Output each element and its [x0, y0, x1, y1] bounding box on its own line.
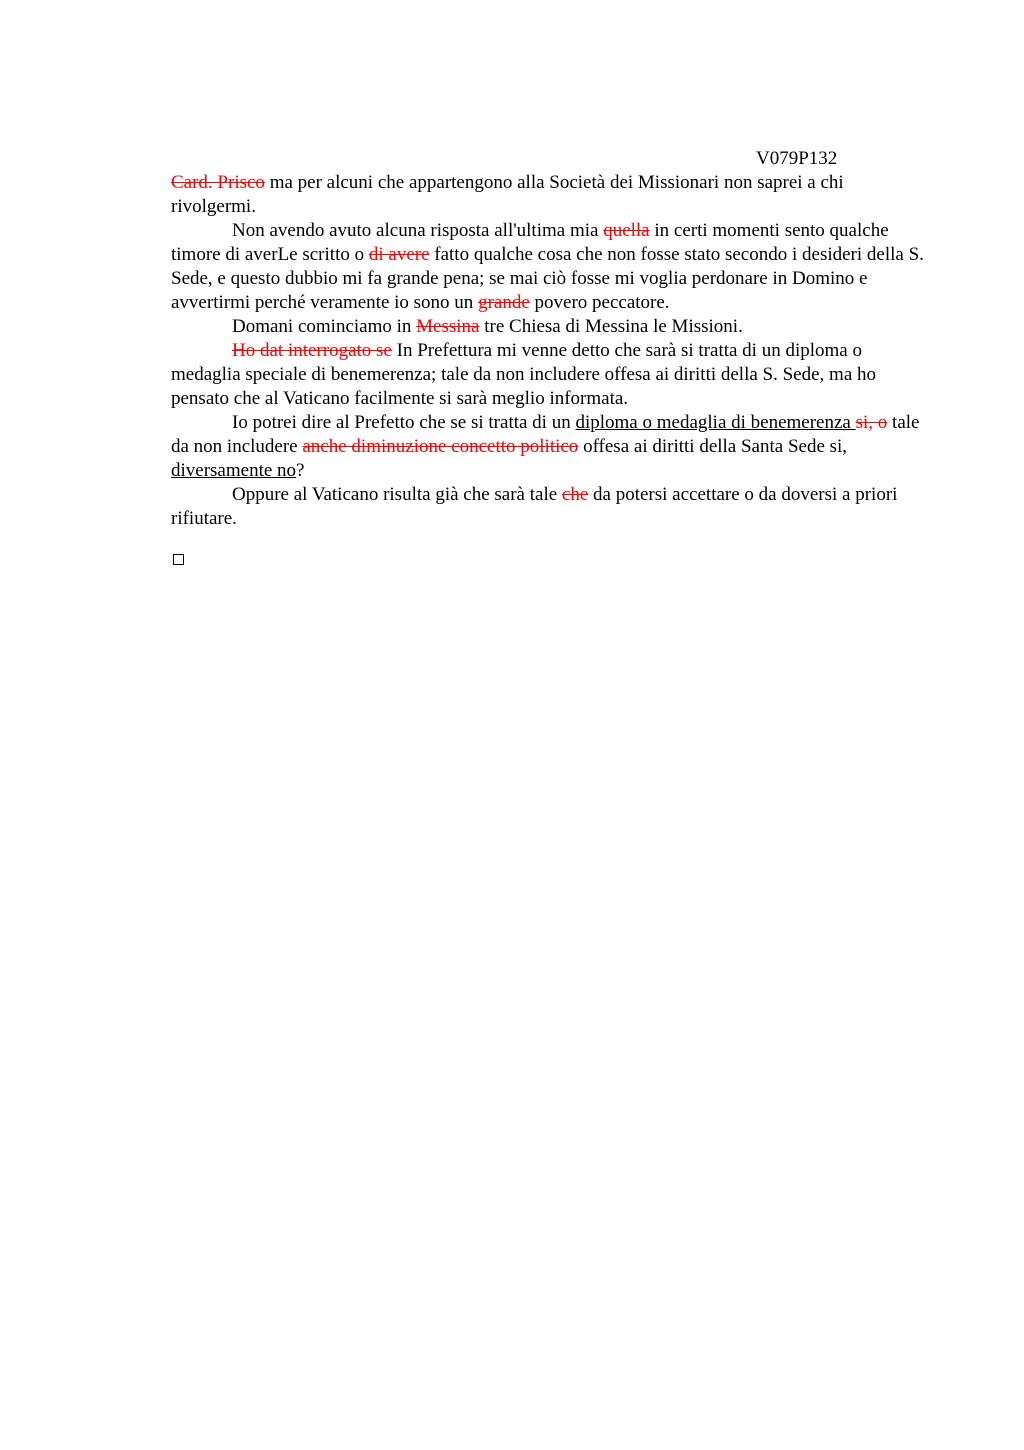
- deleted-text: che: [561, 484, 589, 505]
- deleted-text: grande: [478, 292, 530, 313]
- body-text: Io potrei dire al Prefetto che se si tratta di un: [232, 412, 576, 433]
- underlined-text: diploma o medaglia di benemerenza: [575, 412, 856, 433]
- body-text: tale da non includere: [171, 412, 920, 457]
- deleted-text: di avere: [368, 244, 430, 265]
- body-text: tre Chiesa di Messina le Missioni.: [479, 316, 743, 337]
- body-text: Non avendo avuto alcuna risposta all'ultima mia: [232, 220, 604, 241]
- paragraph-2: [171, 219, 931, 315]
- body-text: Domani cominciamo in: [232, 316, 417, 337]
- paragraph-4: [171, 339, 931, 411]
- deleted-text: Messina: [416, 316, 480, 337]
- deleted-text: quella: [603, 220, 650, 241]
- deleted-text: anche diminuzione concetto politico: [302, 436, 579, 457]
- body-text: da potersi accettare o da doversi a priori rifiutare.: [171, 484, 898, 529]
- body-text: fatto qualche cosa che non fosse stato secondo i desideri della S. Sede, e questo dubbio mi fa grande pena; se mai ciò fosse mi voglia perdonare in Domino e avvertirmi perché veramente io sono un: [171, 244, 924, 313]
- deleted-text: si, o: [855, 412, 888, 433]
- deleted-text: Ho dat interrogato se: [232, 340, 392, 361]
- paragraph-3: [171, 315, 931, 339]
- body-text: ?: [296, 460, 305, 481]
- paragraph-1: [171, 171, 931, 219]
- deleted-text: Card. Prisco: [171, 172, 265, 193]
- underlined-text: diversamente no: [171, 460, 297, 481]
- body-text: offesa ai diritti della Santa Sede si,: [578, 436, 848, 457]
- page-reference: V079P132: [756, 148, 838, 169]
- paragraph-5: [171, 411, 931, 483]
- letter-body: [171, 171, 931, 531]
- body-text: In Prefettura mi venne detto che sarà si tratta di un diploma o medaglia speciale di benemerenza; tale da non includere offesa ai diritti della S. Sede, ma ho pensato che al Vaticano facilmente si sarà meglio informata.: [171, 340, 877, 409]
- body-text: Oppure al Vaticano risulta già che sarà tale: [232, 484, 562, 505]
- checkbox-square-icon: [173, 554, 184, 565]
- body-text: povero peccatore.: [529, 292, 670, 313]
- paragraph-6: [171, 483, 931, 531]
- body-text: ma per alcuni che appartengono alla Società dei Missionari non saprei a chi rivolgermi.: [171, 172, 844, 217]
- body-text: in certi momenti sento qualche timore di averLe scritto o: [171, 220, 889, 265]
